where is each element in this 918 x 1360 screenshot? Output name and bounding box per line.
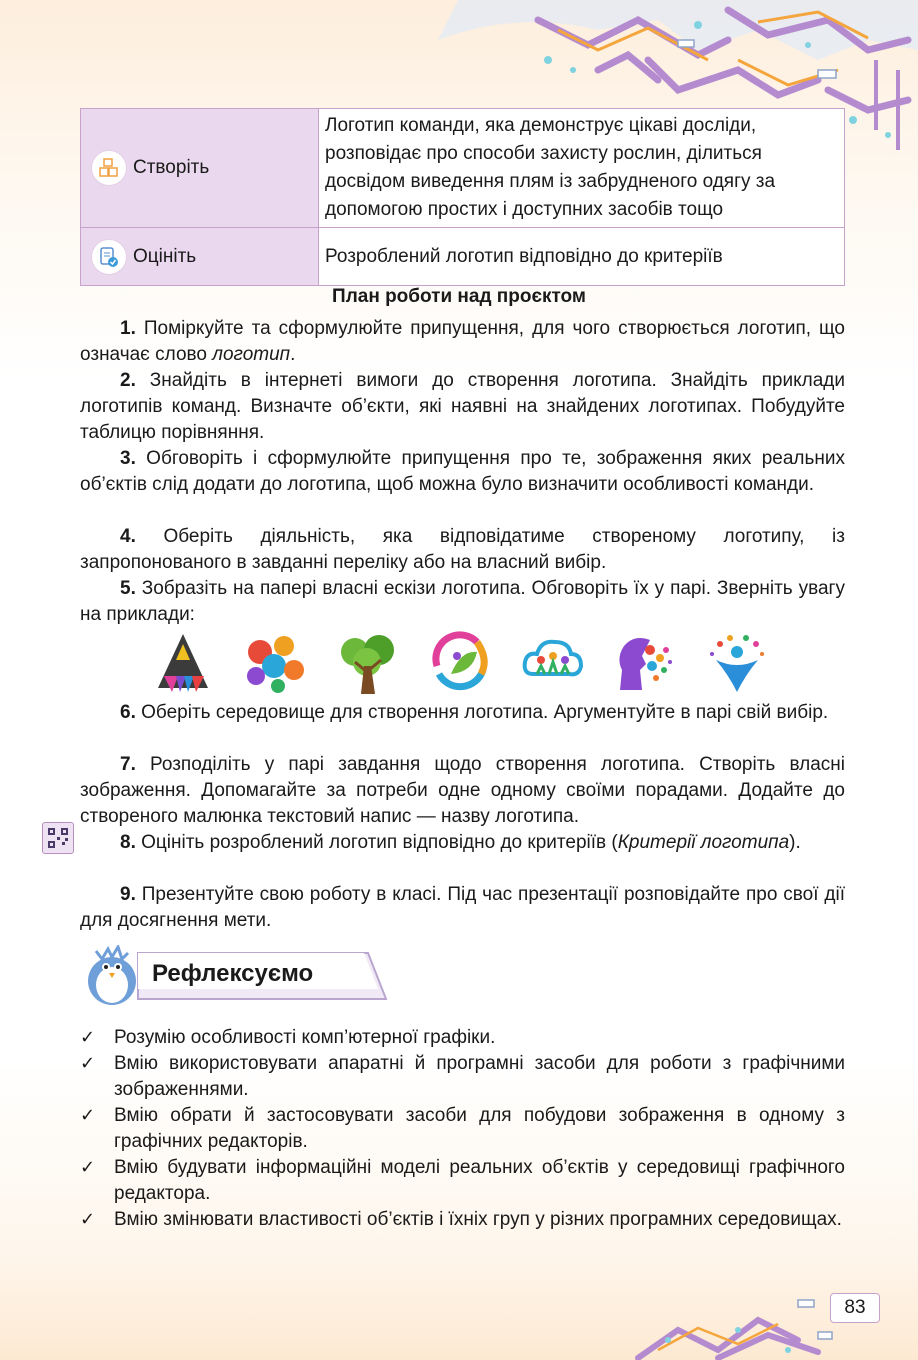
- step-number: 5.: [120, 578, 136, 599]
- table-row: [81, 109, 845, 228]
- step-text: Обговоріть і сформулюйте припущення про те, зображення яких реальних об’єктів слід додати до логотипа, щоб можна було визначити особливості команди.: [80, 448, 845, 495]
- checklist-item: ✓ Вмію змінювати властивості об’єктів і їхніх груп у різних програмних середовищах.: [80, 1207, 845, 1233]
- checklist-item: ✓ Розумію особливості комп’ютерної графіки.: [80, 1025, 845, 1051]
- table-description: Розроблений логотип відповідно до критеріїв: [319, 228, 845, 286]
- step-paragraph: [80, 446, 845, 498]
- tree-logo: [335, 630, 401, 696]
- step-number: 8.: [120, 832, 136, 853]
- step-paragraph: [80, 368, 845, 446]
- step-tail: .: [290, 344, 296, 365]
- section-title: План роботи над проєктом: [332, 286, 586, 307]
- speech-bubbles-logo: [242, 630, 308, 696]
- step-text: Оцініть розроблений логотип відповідно до критеріїв (: [135, 832, 618, 853]
- step-text: Знайдіть в інтернеті вимоги до створення логотипа. Знайдіть приклади логотипів команд. Визначте об’єкти, які наявні на знайдених логотипах. Побудуйте таблицю порівняння.: [80, 370, 845, 443]
- step-text: Презентуйте свою роботу в класі. Під час презентації розповідайте про свої дії для досягнення мети.: [80, 884, 845, 931]
- step-tail: ).: [789, 832, 801, 853]
- head-dots-logo: [612, 630, 678, 696]
- step-number: 3.: [120, 448, 136, 469]
- table-label-cell: [81, 109, 319, 228]
- person-dots-logo: [704, 630, 770, 696]
- page-number: 83: [830, 1293, 880, 1323]
- leaf-person-logo: [427, 630, 493, 696]
- step-paragraph: [80, 700, 845, 726]
- step-italic: логотип: [212, 344, 291, 365]
- checklist-item: ✓ Вмію використовувати апаратні й програмні засоби для роботи з графічними зображеннями.: [80, 1051, 845, 1103]
- penguin-mascot-icon: [88, 947, 136, 1005]
- step-text: Поміркуйте та сформулюйте припущення, для чого створюється логотип, що означає слово: [80, 318, 845, 365]
- step-paragraph: [80, 830, 845, 856]
- reflect-checklist: [80, 1025, 845, 1233]
- table-row: [81, 228, 845, 286]
- step-number: 6.: [120, 702, 136, 723]
- reflect-title: Рефлексуємо: [152, 960, 314, 987]
- step-number: 4.: [120, 526, 136, 547]
- step-text: Оберіть діяльність, яка відповідатиме створеному логотипу, із запропонованого в завданні переліку або на власний вибір.: [80, 526, 845, 573]
- step-italic: Критерії логотипа: [617, 832, 790, 853]
- checklist-item: ✓ Вмію будувати інформаційні моделі реальних об’єктів у середовищі графічного редактора.: [80, 1155, 845, 1207]
- step-number: 1.: [120, 318, 136, 339]
- step-paragraph: [80, 882, 845, 934]
- qr-code-icon[interactable]: [42, 822, 74, 854]
- table-label: Оцініть: [133, 245, 197, 267]
- triangle-pencils-logo: [150, 630, 216, 696]
- step-paragraph: [80, 752, 845, 830]
- table-label: Створіть: [133, 157, 210, 178]
- step-number: 7.: [120, 754, 136, 775]
- blocks-icon: [91, 150, 127, 186]
- step-text: Розподіліть у парі завдання щодо створення логотипа. Створіть власні зображення. Допомагайте за потреби одне одному своїми порадами. Додайте до створеного малюнка текстовий напис — назву логотипа.: [80, 754, 845, 827]
- checklist-icon: [91, 239, 127, 275]
- table-description: Логотип команди, яка демонструє цікаві досліди, розповідає про способи захисту рослин, ділиться досвідом виведення плям із забрудненого одягу за допомогою простих і доступних засобів тощо: [319, 109, 845, 228]
- step-number: 2.: [120, 370, 136, 391]
- cloud-people-logo: [519, 630, 585, 696]
- step-text: Зобразіть на папері власні ескізи логотипа. Обговоріть їх у парі. Зверніть увагу на приклади:: [80, 578, 845, 625]
- checklist-item: ✓ Вмію обрати й застосовувати засоби для побудови зображення в одному з графічних редакторів.: [80, 1103, 845, 1155]
- table-label-cell: [81, 228, 319, 286]
- criteria-table: [80, 108, 845, 286]
- step-text: Оберіть середовище для створення логотипа. Аргументуйте в парі свій вибір.: [135, 702, 829, 723]
- step-paragraph: [80, 316, 845, 368]
- step-number: 9.: [120, 884, 136, 905]
- step-paragraph: [80, 524, 845, 576]
- step-paragraph: [80, 576, 845, 628]
- logo-examples: [150, 630, 770, 696]
